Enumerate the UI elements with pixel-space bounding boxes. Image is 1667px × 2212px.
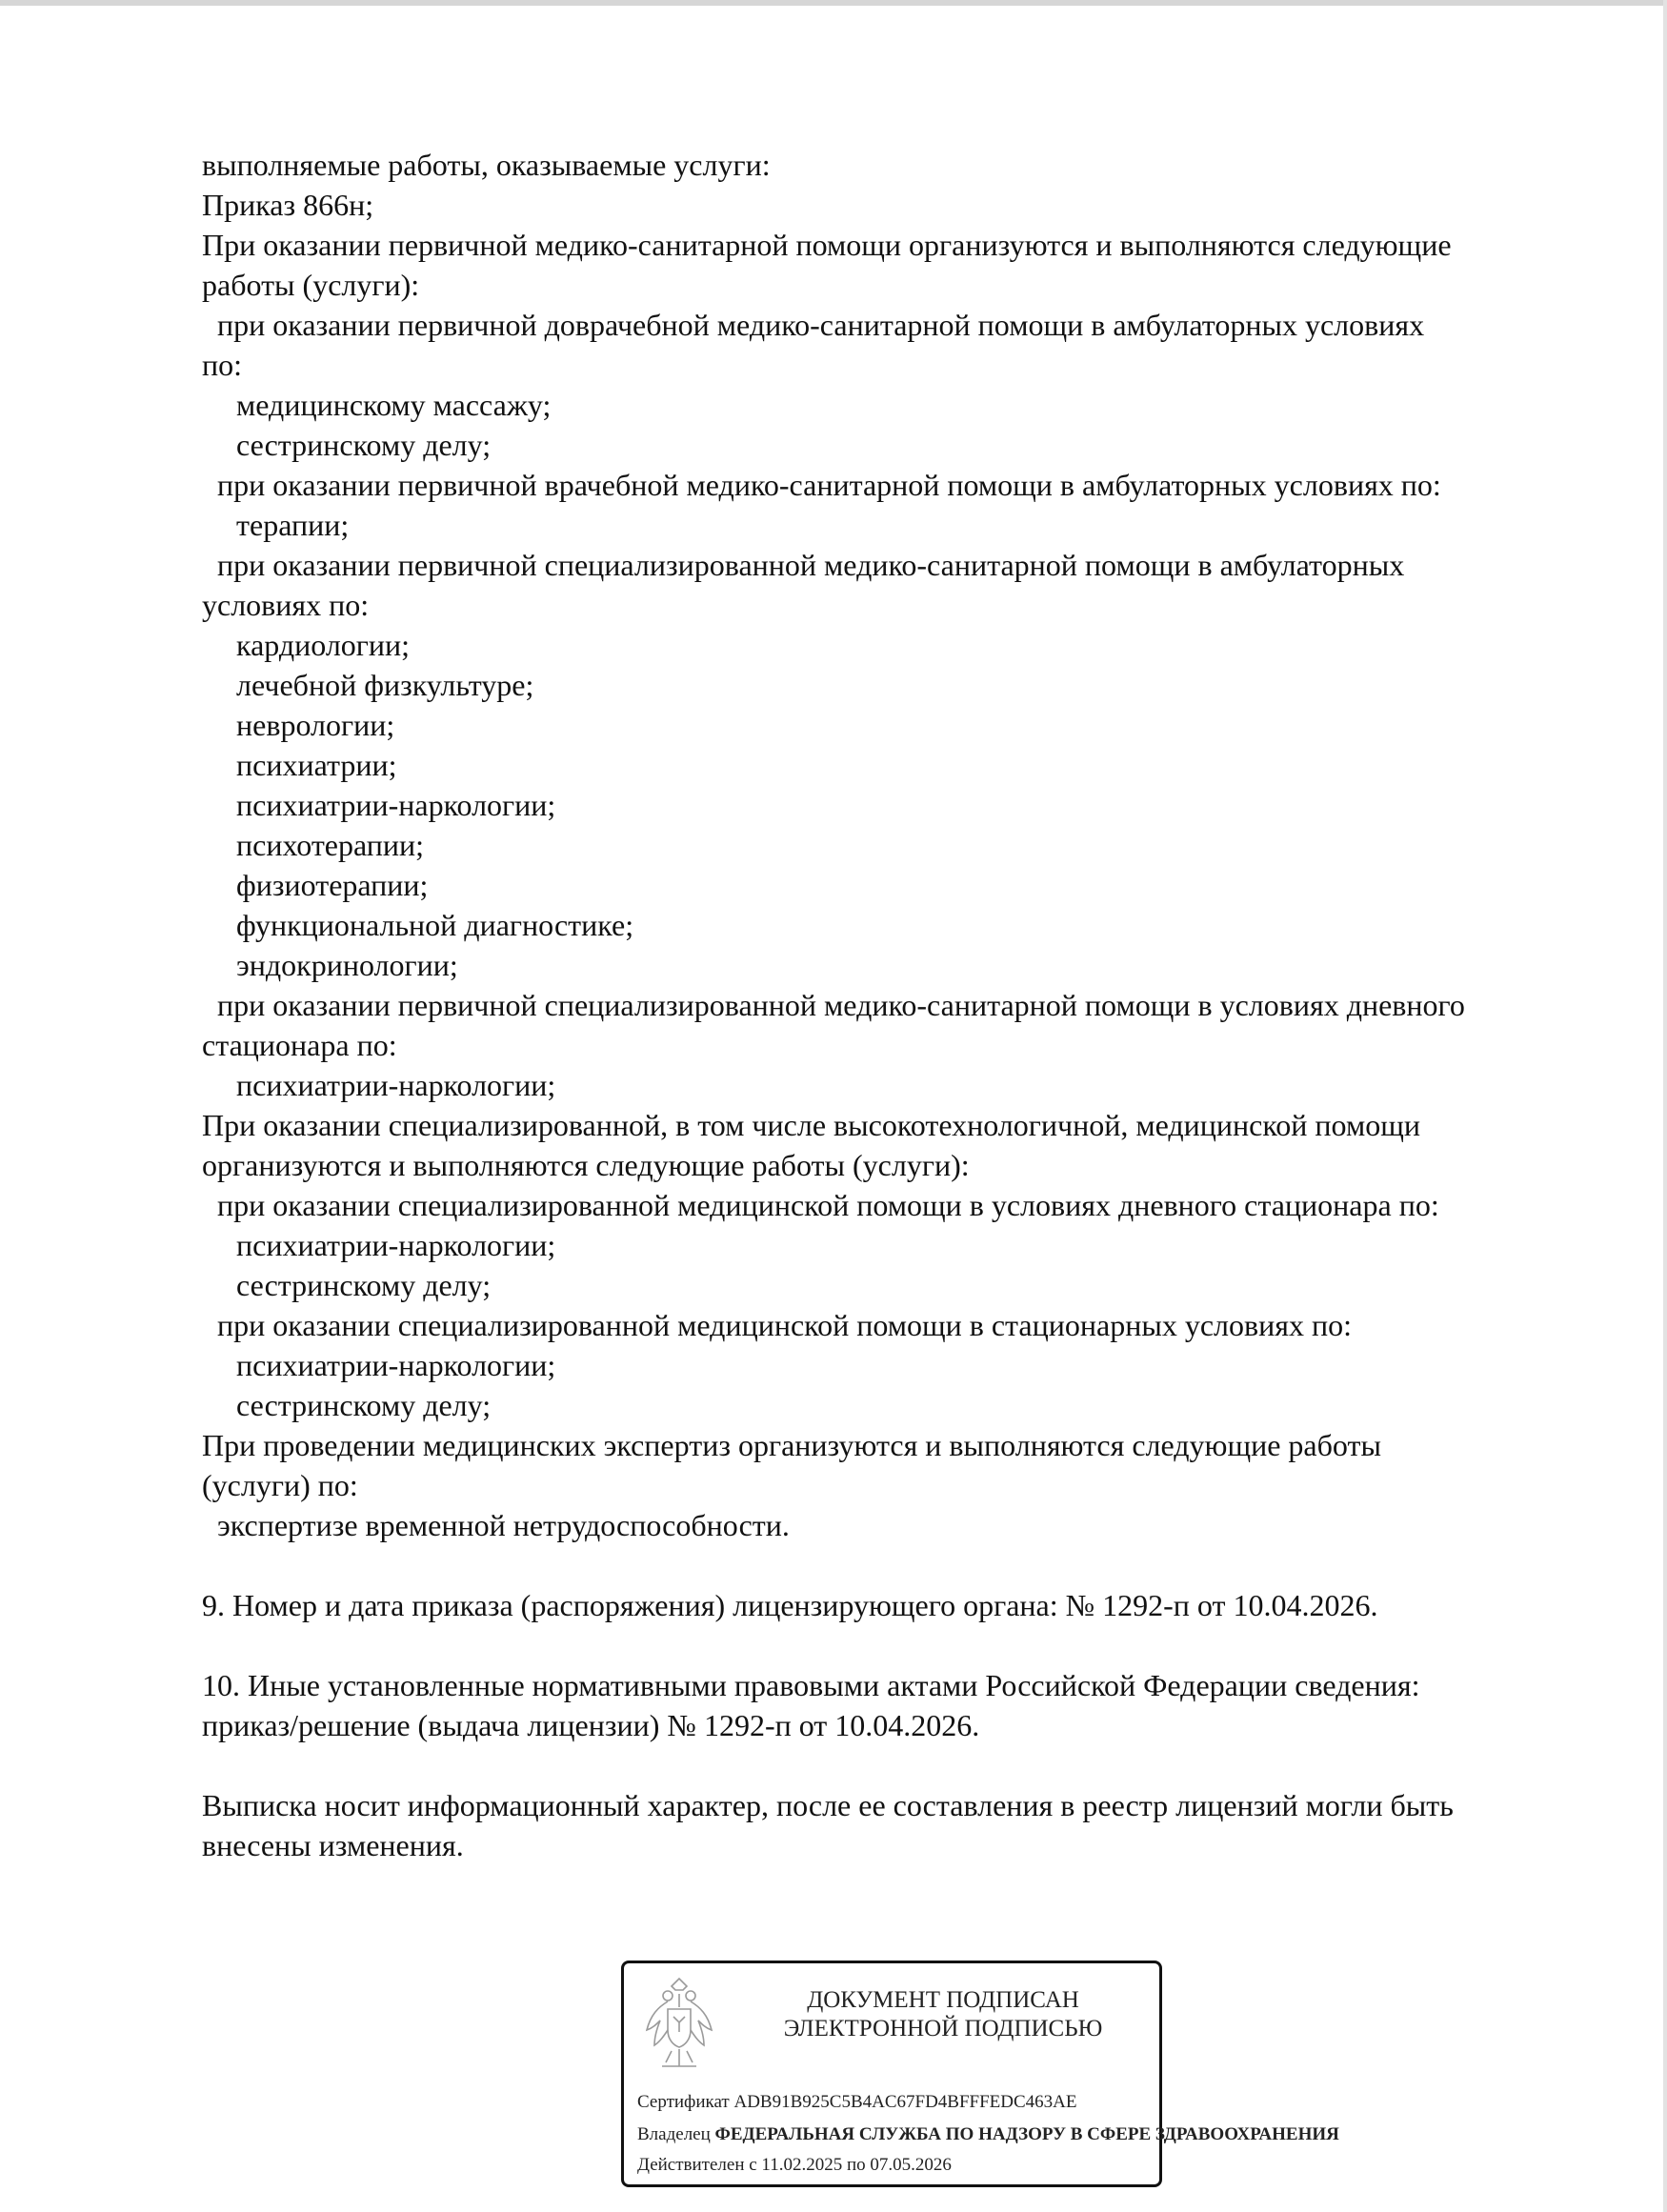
certificate-value: ADB91B925C5B4AC67FD4BFFFEDC463AE [733,2092,1077,2112]
notice-cont: внесены изменения. [202,1828,464,1862]
page-top-border [0,0,1667,6]
inpatient-specialized-subheading: при оказании специализированной медицинской помощи в стационарных условиях по: [217,1308,1352,1342]
day-hospital-specialized-subheading: при оказании специализированной медицинской помощи в условиях дневного стационара по: [217,1188,1439,1222]
owner-value: ФЕДЕРАЛЬНАЯ СЛУЖБА ПО НАДЗОРУ В СФЕРЕ ЗДРАВООХРАНЕНИЯ [714,2124,1339,2144]
primary-care-heading-cont: работы (услуги): [202,268,420,302]
validity-line: Действителен с 11.02.2025 по 07.05.2026 [637,2155,952,2175]
certificate-line [637,2091,1077,2114]
list-item: сестринскому делу; [236,428,492,462]
prehospital-care-subheading-cont: по: [202,348,243,382]
day-hospital-primary-subheading-cont: стационара по: [202,1028,397,1062]
list-item: психотерапии; [236,828,425,862]
list-item: физиотерапии; [236,868,429,902]
owner-label: Владелец [637,2124,711,2144]
specialized-primary-subheading: при оказании первичной специализированной медико-санитарной помощи в амбулаторных [217,548,1405,582]
list-item: эндокринологии; [236,948,458,982]
owner-line [637,2123,1339,2146]
spacer [202,1625,1593,1665]
list-item: психиатрии-наркологии; [236,1228,556,1262]
stamp-title-line: ДОКУМЕНТ ПОДПИСАН [807,1987,1079,2013]
list-item: неврологии; [236,708,395,742]
specialized-care-heading-cont: организуются и выполняются следующие работы (услуги): [202,1148,970,1182]
list-item: сестринскому делу; [236,1388,492,1422]
list-item: кардиологии; [236,628,411,662]
list-item: функциональной диагностике; [236,908,634,942]
list-item: психиатрии-наркологии; [236,788,556,822]
spacer [202,1745,1593,1785]
list-item: психиатрии-наркологии; [236,1348,556,1382]
list-item: экспертизе временной нетрудоспособности. [217,1508,790,1542]
list-item: психиатрии; [236,748,397,782]
coat-of-arms-icon [643,1973,715,2078]
order-line: Приказ 866н; [202,188,374,222]
list-item: психиатрии-наркологии; [236,1068,556,1102]
day-hospital-primary-subheading: при оказании первичной специализированной медико-санитарной помощи в условиях дневного [217,988,1465,1022]
section-10-cont: приказ/решение (выдача лицензии) № 1292-п от 10.04.2026. [202,1708,980,1742]
section-10: 10. Иные установленные нормативными правовыми актами Российской Федерации сведения: [202,1668,1420,1702]
specialized-care-heading: При оказании специализированной, в том числе высокотехнологичной, медицинской помощи [202,1108,1420,1142]
list-item: медицинскому массажу; [236,388,552,422]
stamp-title-line: ЭЛЕКТРОННОЙ ПОДПИСЬЮ [783,2016,1103,2041]
stamp-title [738,1986,1148,2043]
list-item: сестринскому делу; [236,1268,492,1302]
prehospital-care-subheading: при оказании первичной доврачебной медико-санитарной помощи в амбулаторных условиях [217,308,1425,342]
intro-line: выполняемые работы, оказываемые услуги: [202,148,771,182]
electronic-signature-stamp [621,1961,1339,2187]
notice: Выписка носит информационный характер, после ее составления в реестр лицензий могли быть [202,1788,1454,1822]
spacer [202,1545,1593,1585]
expertise-heading: При проведении медицинских экспертиз организуются и выполняются следующие работы [202,1428,1381,1462]
physician-care-subheading: при оказании первичной врачебной медико-санитарной помощи в амбулаторных условиях по: [217,468,1441,502]
list-item: терапии; [236,508,350,542]
primary-care-heading: При оказании первичной медико-санитарной помощи организуются и выполняются следующие [202,228,1452,262]
document-body [202,145,1593,1865]
page-right-border [1663,0,1667,2212]
expertise-heading-cont: (услуги) по: [202,1468,358,1502]
specialized-primary-subheading-cont: условиях по: [202,588,370,622]
certificate-label: Сертификат [637,2092,730,2112]
list-item: лечебной физкультуре; [236,668,534,702]
section-9: 9. Номер и дата приказа (распоряжения) лицензирующего органа: № 1292-п от 10.04.2026. [202,1588,1378,1622]
